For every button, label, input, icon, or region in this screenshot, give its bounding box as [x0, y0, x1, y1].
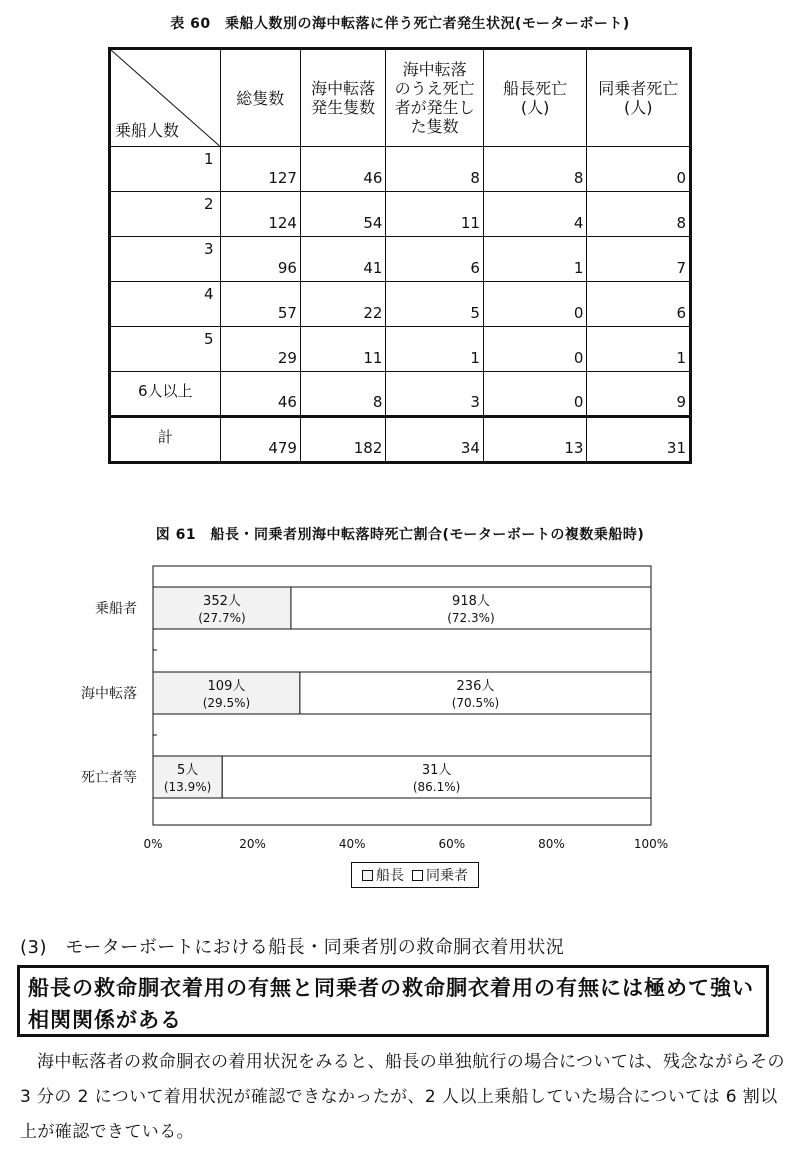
- bar-percent-label: (86.1%): [412, 780, 461, 794]
- table-row: [110, 327, 691, 372]
- x-tick-label: 60%: [438, 837, 466, 851]
- chart-legend: [351, 862, 479, 888]
- table-cell: 0: [587, 147, 691, 192]
- legend-swatch: [412, 870, 423, 881]
- table-cell: 22: [300, 282, 385, 327]
- bar-count-label: 5人: [176, 763, 199, 778]
- table-cell: 0: [483, 372, 587, 417]
- table-cell: 34: [386, 417, 484, 463]
- x-tick-label: 80%: [538, 837, 565, 851]
- table-cell: 29: [220, 327, 300, 372]
- bar-percent-label: (70.5%): [451, 696, 500, 710]
- table-cell: 54: [300, 192, 385, 237]
- table-cell: 3: [386, 372, 484, 417]
- table-cell: 9: [587, 372, 691, 417]
- body-paragraph: 海中転落者の救命胴衣の着用状況をみると、船長の単独航行の場合については、残念ながらその 3 分の 2 について着用状況が確認できなかったが、2 人以上乗船していた場合については 6 割以上が確認できている。: [20, 1052, 785, 1142]
- row-label: 計: [110, 417, 221, 463]
- table-cell: 8: [300, 372, 385, 417]
- table-cell: 13: [483, 417, 587, 463]
- table-row: [110, 282, 691, 327]
- table-title: 表 60 乗船人数別の海中転落に伴う死亡者発生状況(モーターボート): [170, 16, 630, 32]
- legend-item-passenger: [412, 865, 468, 885]
- x-tick-label: 40%: [338, 837, 366, 851]
- category-label: 死亡者等: [81, 770, 137, 786]
- bar-percent-label: (72.3%): [447, 611, 495, 625]
- table-cell: 182: [300, 417, 385, 463]
- table-cell: 57: [220, 282, 300, 327]
- stacked-bar-chart: [0, 560, 800, 860]
- column-header: 同乗者死亡 (人): [587, 49, 691, 147]
- row-label: 2: [110, 192, 221, 237]
- table-cell: 8: [587, 192, 691, 237]
- table-cell: 8: [483, 147, 587, 192]
- table-cell: 96: [220, 237, 300, 282]
- chart-title: 図 61 船長・同乗者別海中転落時死亡割合(モーターボートの複数乗船時): [155, 527, 645, 543]
- legend-swatch: [362, 870, 373, 881]
- bar-count-label: 918人: [452, 594, 490, 609]
- bar-percent-label: (13.9%): [163, 780, 212, 794]
- table-cell: 6: [386, 237, 484, 282]
- table-cell: 1: [386, 327, 484, 372]
- table-header-row: [110, 49, 691, 147]
- section-heading: (3) モーターボートにおける船長・同乗者別の救命胴衣着用状況: [20, 937, 565, 958]
- key-finding-box: 船長の救命胴衣着用の有無と同乗者の救命胴衣着用の有無には極めて強い相関関係がある: [17, 965, 769, 1037]
- bar-percent-label: (29.5%): [202, 696, 251, 710]
- row-label: 5: [110, 327, 221, 372]
- table-cell: 11: [300, 327, 385, 372]
- column-header: 海中転落 のうえ死亡 者が発生し た隻数: [386, 49, 484, 147]
- bar-percent-label: (27.7%): [198, 611, 246, 625]
- legend-label: 同乗者: [426, 868, 468, 884]
- table-row: [110, 147, 691, 192]
- row-label: 6人以上: [110, 372, 221, 417]
- row-label: 3: [110, 237, 221, 282]
- table-row: [110, 237, 691, 282]
- data-table: [108, 47, 692, 464]
- table-cell: 124: [220, 192, 300, 237]
- bar-count-label: 236人: [456, 679, 495, 694]
- table-cell: 41: [300, 237, 385, 282]
- table-cell: 1: [587, 327, 691, 372]
- bar-count-label: 109人: [207, 679, 246, 694]
- category-label: 海中転落: [81, 686, 137, 702]
- table-cell: 7: [587, 237, 691, 282]
- legend-item-captain: [362, 865, 404, 885]
- table-corner-cell: [110, 49, 221, 147]
- table-cell: 11: [386, 192, 484, 237]
- column-header: 海中転落 発生隻数: [300, 49, 385, 147]
- row-label: 1: [110, 147, 221, 192]
- table-cell: 4: [483, 192, 587, 237]
- corner-label: 乗船人数: [115, 121, 180, 140]
- table-cell: 127: [220, 147, 300, 192]
- table-cell: 6: [587, 282, 691, 327]
- x-tick-label: 100%: [633, 837, 669, 851]
- table-cell: 31: [587, 417, 691, 463]
- x-tick-label: 0%: [143, 837, 163, 851]
- table-row: [110, 372, 691, 417]
- column-header: 総隻数: [220, 49, 300, 147]
- table-cell: 1: [483, 237, 587, 282]
- table-total-row: [110, 417, 691, 463]
- table-cell: 8: [386, 147, 484, 192]
- column-header: 船長死亡 (人): [483, 49, 587, 147]
- table-cell: 0: [483, 327, 587, 372]
- x-tick-label: 20%: [239, 837, 266, 851]
- category-label: 乗船者: [95, 601, 137, 617]
- table-cell: 0: [483, 282, 587, 327]
- row-label: 4: [110, 282, 221, 327]
- table-cell: 46: [300, 147, 385, 192]
- bar-count-label: 31人: [421, 763, 452, 778]
- table-row: [110, 192, 691, 237]
- table-cell: 479: [220, 417, 300, 463]
- table-cell: 46: [220, 372, 300, 417]
- table-cell: 5: [386, 282, 484, 327]
- bar-count-label: 352人: [203, 594, 241, 609]
- legend-label: 船長: [376, 868, 404, 884]
